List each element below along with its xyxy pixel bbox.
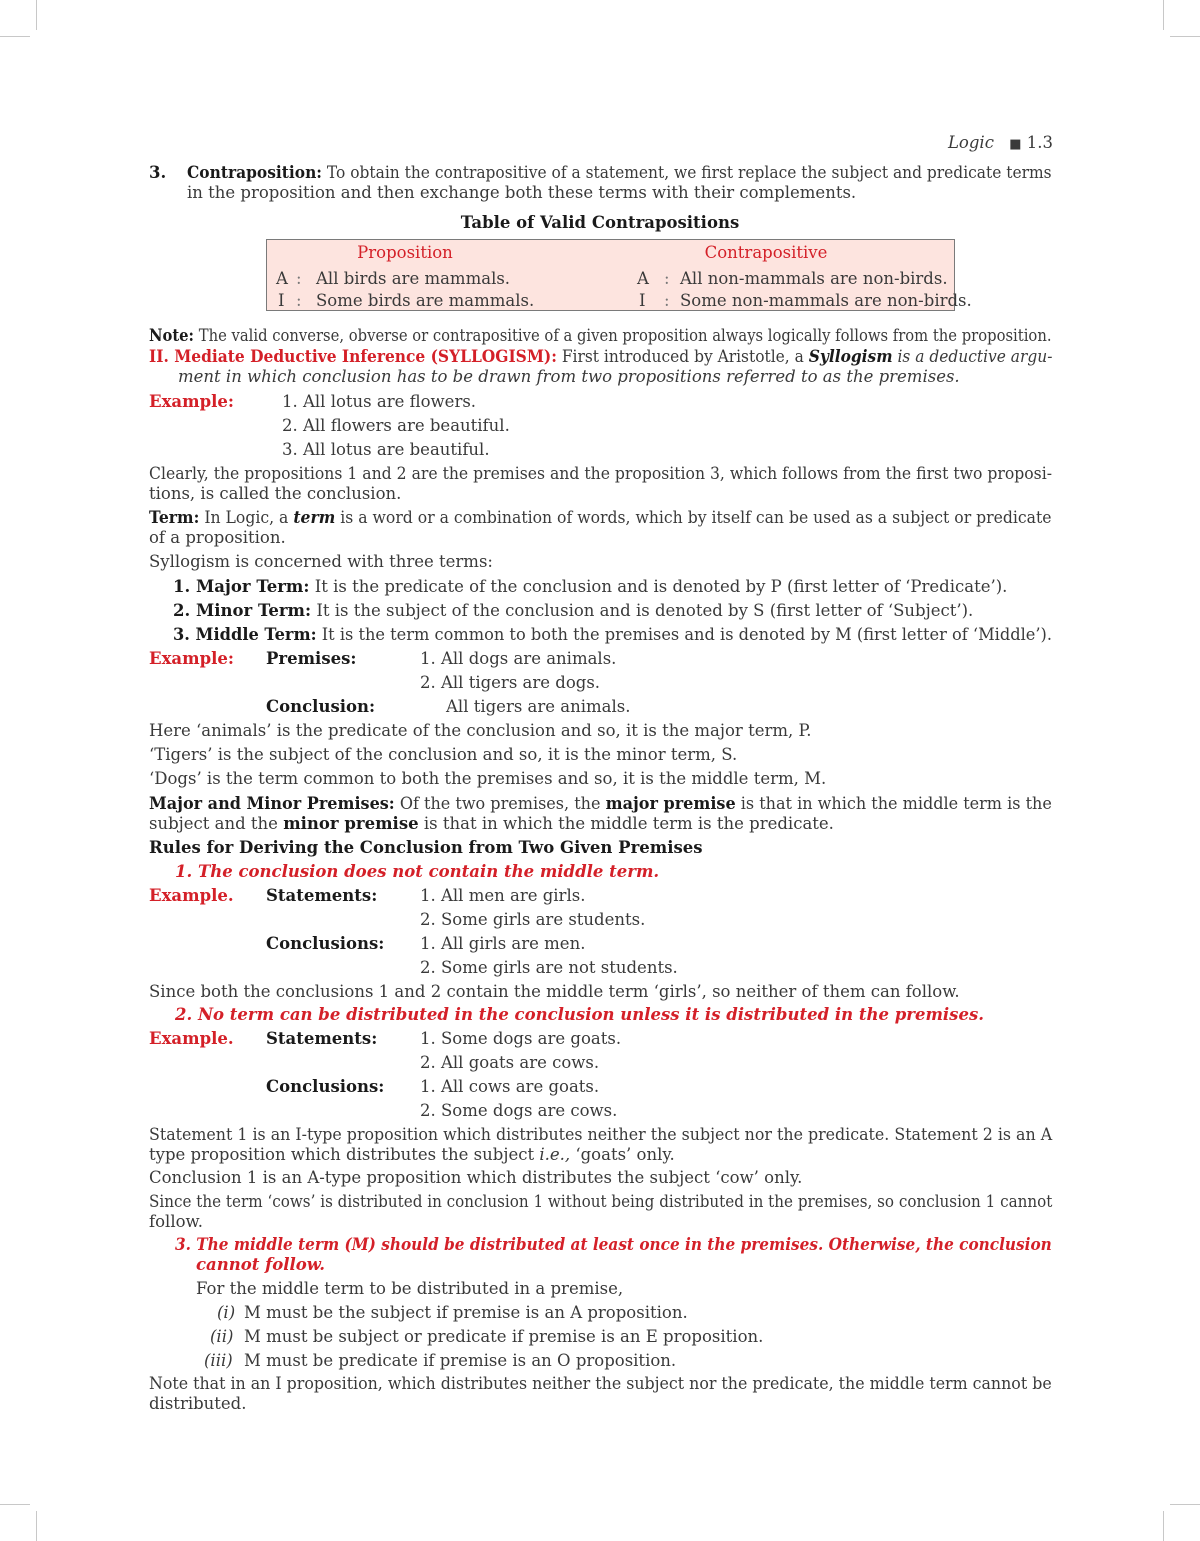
table-row-2-prop-colon: : xyxy=(296,291,302,310)
rule-2-text-b: ‘goats’ only. xyxy=(575,1145,675,1164)
rule-2-conclusions-label: Conclusions: xyxy=(266,1077,385,1096)
contraposition-text: To obtain the contrapositive of a statement, we first replace the subject and predicate terms xyxy=(326,163,1052,182)
minor-premise-keyword: minor premise xyxy=(283,814,419,833)
table-header-proposition: Proposition xyxy=(357,243,453,262)
rule-3-title-line-2: cannot follow. xyxy=(196,1255,326,1274)
example-1-item-2: 2. All flowers are beautiful. xyxy=(282,416,510,435)
rule-2-statements-label: Statements: xyxy=(266,1029,378,1048)
rule-2-ie: i.e., xyxy=(539,1145,571,1164)
rule-3-item-1-num: (i) xyxy=(217,1303,236,1322)
crop-mark-bottom-left-h xyxy=(0,1504,30,1505)
table-row-1-prop-letter: A xyxy=(276,269,288,288)
term-paragraph-line-1 xyxy=(149,508,1052,528)
note-heading: Note: xyxy=(149,326,195,345)
crop-mark-bottom-right-v xyxy=(1163,1511,1164,1541)
table-row-1-contra-letter: A xyxy=(637,269,649,288)
rule-1-title: 1. The conclusion does not contain the middle term. xyxy=(175,862,660,881)
major-term-item xyxy=(173,577,1007,597)
major-minor-paragraph-line-1 xyxy=(149,794,1052,814)
crop-mark-top-left-h xyxy=(0,36,30,37)
term-text-2: is a word or a combination of words, which by itself can be used as a subject or predicate xyxy=(340,508,1052,527)
table-header-contrapositive: Contrapositive xyxy=(704,243,828,262)
note-paragraph xyxy=(149,326,1052,346)
middle-term-heading: 3. Middle Term: xyxy=(173,625,317,644)
premise-2: 2. All tigers are dogs. xyxy=(420,673,601,692)
middle-term-text: It is the term common to both the premises and is denoted by M (first letter of ‘Middle’). xyxy=(321,625,1052,644)
rule-3-intro: For the middle term to be distributed in a premise, xyxy=(196,1279,624,1298)
contraposition-heading: Contraposition: xyxy=(187,163,323,182)
table-row-1-contra-colon: : xyxy=(664,269,670,288)
table-header-row xyxy=(266,239,955,267)
note-text: The valid converse, obverse or contrapositive of a given proposition always logically follows from the proposition. xyxy=(198,326,1052,345)
contraposition-paragraph-line-1 xyxy=(187,163,1052,183)
table-row-2-contrapositive: Some non-mammals are non-birds. xyxy=(680,291,972,310)
table-row-2-contra-colon: : xyxy=(664,291,670,310)
major-minor-text-4: is that in which the middle term is the predicate. xyxy=(423,814,834,833)
running-header xyxy=(948,133,1053,155)
rule-3-note-line-2: distributed. xyxy=(149,1394,247,1413)
table-title: Table of Valid Contrapositions xyxy=(460,213,740,232)
rule-2-statement-2: 2. All goats are cows. xyxy=(420,1053,600,1072)
header-page-number: 1.3 xyxy=(1026,133,1053,152)
explain-line-2: ‘Tigers’ is the subject of the conclusion and so, it is the minor term, S. xyxy=(149,745,738,764)
syllogism-paragraph-line-1 xyxy=(149,347,1052,367)
header-title: Logic xyxy=(947,133,994,152)
explain-line-1: Here ‘animals’ is the predicate of the conclusion and so, it is the major term, P. xyxy=(149,721,812,740)
clearly-paragraph-line-1: Clearly, the propositions 1 and 2 are the premises and the proposition 3, which follows from the first two proposi- xyxy=(149,464,1052,483)
rule-1-explanation: Since both the conclusions 1 and 2 contain the middle term ‘girls’, so neither of them can follow. xyxy=(149,982,960,1001)
rule-2-conclusion-1: 1. All cows are goats. xyxy=(420,1077,600,1096)
rule-2-example-label: Example. xyxy=(149,1029,234,1048)
conclusion-text: All tigers are animals. xyxy=(446,697,631,716)
rule-1-conclusions-label: Conclusions: xyxy=(266,934,385,953)
rule-3-title-line-1: 3. The middle term (M) should be distributed at least once in the premises. Otherwise, the conclusion xyxy=(175,1235,1052,1254)
rule-3-item-2-text: M must be subject or predicate if premise is an E proposition. xyxy=(244,1327,764,1346)
rule-1-statement-2: 2. Some girls are students. xyxy=(420,910,646,929)
example-1-item-3: 3. All lotus are beautiful. xyxy=(282,440,490,459)
three-terms-intro: Syllogism is concerned with three terms: xyxy=(149,552,493,571)
rule-1-example-label: Example. xyxy=(149,886,234,905)
term-keyword: term xyxy=(293,508,336,527)
syllogism-heading: II. Mediate Deductive Inference (SYLLOGISM): xyxy=(149,347,557,366)
major-term-heading: 1. Major Term: xyxy=(173,577,310,596)
middle-term-item xyxy=(173,625,1052,645)
table-body xyxy=(266,266,972,311)
rule-2-paragraph-line-5: follow. xyxy=(149,1212,203,1231)
rule-2-text-a: type proposition which distributes the subject xyxy=(149,1145,535,1164)
major-minor-text-2: is that in which the middle term is the xyxy=(740,794,1052,813)
major-minor-text-3: subject and the xyxy=(149,814,278,833)
term-text-1: In Logic, a xyxy=(204,508,289,527)
major-premise-keyword: major premise xyxy=(605,794,736,813)
section-number: 3. xyxy=(149,163,167,182)
major-minor-text-1: Of the two premises, the xyxy=(399,794,601,813)
major-minor-heading: Major and Minor Premises: xyxy=(149,794,395,813)
rule-3-item-3-text: M must be predicate if premise is an O proposition. xyxy=(244,1351,677,1370)
term-heading: Term: xyxy=(149,508,200,527)
premises-label: Premises: xyxy=(266,649,357,668)
table-row-1-prop-colon: : xyxy=(296,269,302,288)
major-minor-paragraph-line-2 xyxy=(149,814,834,834)
major-term-text: It is the predicate of the conclusion and is denoted by P (first letter of ‘Predicate’). xyxy=(314,577,1008,596)
conclusion-label: Conclusion: xyxy=(266,697,376,716)
crop-mark-top-left-v xyxy=(36,0,37,30)
term-paragraph-line-2: of a proposition. xyxy=(149,528,286,547)
rule-2-conclusion-2: 2. Some dogs are cows. xyxy=(420,1101,618,1120)
explain-line-3: ‘Dogs’ is the term common to both the premises and so, it is the middle term, M. xyxy=(149,769,827,788)
crop-mark-top-right-v xyxy=(1163,0,1164,30)
syllogism-text-1: First introduced by Aristotle, a xyxy=(561,347,804,366)
rule-3-item-1-text: M must be the subject if premise is an A proposition. xyxy=(244,1303,688,1322)
example-2-label: Example: xyxy=(149,649,234,668)
contrapositions-table xyxy=(266,239,972,310)
syllogism-paragraph-line-2: ment in which conclusion has to be drawn from two propositions referred to as the premises. xyxy=(178,367,960,386)
rule-2-title: 2. No term can be distributed in the conclusion unless it is distributed in the premises. xyxy=(175,1005,984,1024)
clearly-paragraph-line-2: tions, is called the conclusion. xyxy=(149,484,402,503)
table-row-2-prop-letter: I xyxy=(278,291,285,310)
rule-2-paragraph-line-4: Since the term ‘cows’ is distributed in conclusion 1 without being distributed in the premises, so conclusion 1 cannot xyxy=(149,1192,1053,1211)
rule-1-conclusion-1: 1. All girls are men. xyxy=(420,934,586,953)
syllogism-text-2: is a deductive argu- xyxy=(897,347,1053,366)
rule-2-paragraph-line-3: Conclusion 1 is an A-type proposition which distributes the subject ‘cow’ only. xyxy=(149,1168,803,1187)
rule-1-statement-1: 1. All men are girls. xyxy=(420,886,586,905)
minor-term-text: It is the subject of the conclusion and is denoted by S (first letter of ‘Subject’). xyxy=(316,601,974,620)
rule-3-note-line-1: Note that in an I proposition, which distributes neither the subject nor the predicate, the middle term cannot be xyxy=(149,1374,1052,1393)
minor-term-heading: 2. Minor Term: xyxy=(173,601,312,620)
rule-2-paragraph-line-1: Statement 1 is an I-type proposition which distributes neither the subject nor the predicate. Statement 2 is an A xyxy=(149,1125,1053,1144)
crop-mark-bottom-left-v xyxy=(36,1511,37,1541)
rule-1-statements-label: Statements: xyxy=(266,886,378,905)
crop-mark-bottom-right-h xyxy=(1170,1504,1200,1505)
table-row-2-contra-letter: I xyxy=(639,291,646,310)
rule-3-item-2-num: (ii) xyxy=(210,1327,234,1346)
header-marker: ■ xyxy=(1009,137,1022,152)
table-row-1-proposition: All birds are mammals. xyxy=(316,269,511,288)
example-1-item-1: 1. All lotus are flowers. xyxy=(282,392,477,411)
rule-3-item-3-num: (iii) xyxy=(204,1351,233,1370)
rule-2-paragraph-line-2 xyxy=(149,1145,675,1165)
rule-2-statement-1: 1. Some dogs are goats. xyxy=(420,1029,622,1048)
example-1-label: Example: xyxy=(149,392,234,411)
table-row-1-contrapositive: All non-mammals are non-birds. xyxy=(680,269,948,288)
contraposition-paragraph-line-2: in the proposition and then exchange both these terms with their complements. xyxy=(187,183,857,202)
rules-heading: Rules for Deriving the Conclusion from Two Given Premises xyxy=(149,838,703,857)
premise-1: 1. All dogs are animals. xyxy=(420,649,617,668)
minor-term-item xyxy=(173,601,973,621)
syllogism-term: Syllogism xyxy=(808,347,893,366)
rule-1-conclusion-2: 2. Some girls are not students. xyxy=(420,958,678,977)
table-row-2-proposition: Some birds are mammals. xyxy=(316,291,535,310)
crop-mark-top-right-h xyxy=(1170,36,1200,37)
